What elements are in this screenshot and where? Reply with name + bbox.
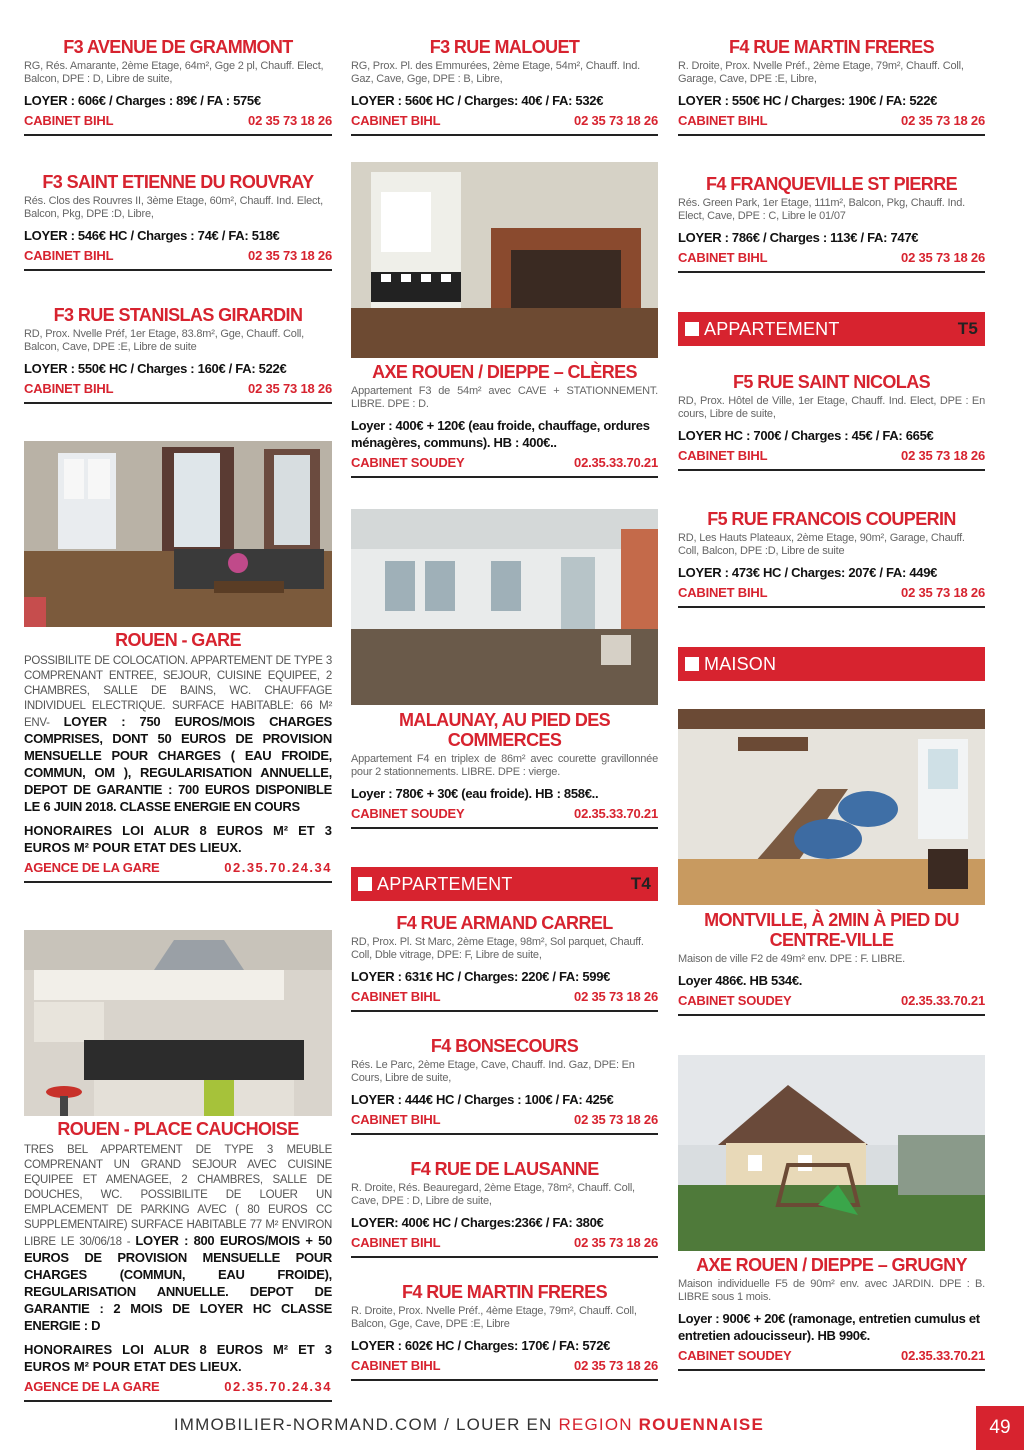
listing-agency: [678, 250, 985, 273]
listing-malaunay[interactable]: [351, 710, 658, 829]
photo-malaunay[interactable]: [351, 509, 658, 705]
page-footer: [0, 1412, 1024, 1442]
footer-louer: LOUER EN: [456, 1415, 559, 1434]
listing-rent: LOYER : 444€ HC / Charges : 100€ / FA: 425€: [351, 1092, 614, 1107]
agency-name: CABINET BIHL: [24, 248, 114, 263]
listing-rouen-gare[interactable]: [24, 630, 332, 883]
listing-rent: LOYER : 560€ HC / Charges: 40€ / FA: 532€: [351, 93, 604, 108]
photo-rouen-place-cauchoise[interactable]: [24, 930, 332, 1116]
listing-rent: Loyer : 900€ + 20€ (ramonage, entretien cumulus et entretien adoucisseur). HB 990€.: [678, 1311, 980, 1343]
agency-phone[interactable]: 02 35 73 18 26: [901, 585, 985, 600]
listing-description: Appartement F4 en triplex de 86m² avec courette gravillonnée pour 2 stationnements. LIBRE. DPE : vierge.: [351, 753, 658, 778]
listing-description: R. Droite, Rés. Beauregard, 2ème Etage, 78m², Chauff. Coll, Cave, DPE : D, Libre de suite,: [351, 1182, 635, 1207]
footer-region: REGION: [558, 1415, 639, 1434]
house-garden-photo: [678, 1055, 985, 1251]
listing-rent: LOYER : 550€ HC / Charges: 190€ / FA: 522€: [678, 93, 938, 108]
listing-agency: [24, 248, 332, 271]
listing-rent: LOYER: 400€ HC / Charges:236€ / FA: 380€: [351, 1215, 604, 1230]
agency-phone[interactable]: 02 35 73 18 26: [901, 113, 985, 128]
listing-description: Maison de ville F2 de 49m² env. DPE : F. LIBRE.: [678, 953, 905, 965]
agency-name: CABINET BIHL: [351, 1235, 441, 1250]
listing-f3-stanislas-girardin[interactable]: [24, 305, 332, 404]
kitchen-photo: [24, 930, 332, 1116]
footer-site[interactable]: IMMOBILIER-NORMAND.COM: [173, 1415, 439, 1434]
listing-f3-saint-etienne[interactable]: [24, 172, 332, 271]
listing-f5-saint-nicolas[interactable]: [678, 372, 985, 471]
agency-phone[interactable]: 02 35 73 18 26: [901, 250, 985, 265]
listing-description: RD, Prox. Nvelle Préf, 1er Etage, 83.8m², Gge, Chauff. Coll, Balcon, Cave, DPE :E, Libre de suite: [24, 328, 305, 353]
listing-rent: LOYER : 546€ HC / Charges : 74€ / FA: 518€: [24, 228, 280, 243]
living-room-photo: [24, 441, 332, 627]
listing-f4-franqueville[interactable]: [678, 174, 985, 273]
listing-rent: Loyer : 400€ + 120€ (eau froide, chauffage, ordures ménagères, communs). HB : 400€..: [351, 418, 650, 450]
banner-label: MAISON: [704, 653, 777, 674]
listing-title: F3 RUE MALOUET: [429, 37, 580, 57]
listing-description: Rés. Green Park, 1er Etage, 111m², Balcon, Pkg, Chauff. Ind. Elect, Cave, DPE : C, Libre le 01/07: [678, 197, 965, 222]
agency-phone[interactable]: 02 35 73 18 26: [574, 1358, 658, 1373]
listing-agency: [351, 455, 658, 478]
listing-description-text: POSSIBILITE DE COLOCATION. APPARTEMENT DE TYPE 3 COMPRENANT ENTREE, SEJOUR, CUISINE EQUIPEE, 2 CHAMBRES, SALLE DE BAINS, WC. CHAUFFAGE INDIVIDUEL ELECTRIQUE. SURFACE HABITABLE: 66 M² ENV-: [24, 655, 332, 729]
listing-description: R. Droite, Prox. Nvelle Préf., 2ème Etage, 79m², Chauff. Coll, Garage, Cave, DPE :E, Libre,: [678, 60, 964, 85]
agency-phone[interactable]: 02 35 73 18 26: [574, 1235, 658, 1250]
listing-title: F4 RUE ARMAND CARREL: [396, 913, 613, 933]
agency-name: CABINET BIHL: [351, 989, 441, 1004]
listing-f4-martin-freres-1[interactable]: [678, 37, 985, 136]
listing-rent: LOYER : 786€ / Charges : 113€ / FA: 747€: [678, 230, 919, 245]
banner-label: APPARTEMENT: [377, 873, 513, 894]
house-interior-photo: [678, 709, 985, 905]
listing-title: AXE ROUEN / DIEPPE – GRUGNY: [696, 1255, 967, 1275]
fireplace-room-photo: [351, 162, 658, 358]
empty-room-photo: [351, 509, 658, 705]
listing-title: MALAUNAY, AU PIED DES COMMERCES: [398, 710, 611, 750]
footer-city: ROUENNAISE: [638, 1415, 764, 1434]
listing-f5-couperin[interactable]: [678, 509, 985, 608]
agency-name: CABINET SOUDEY: [351, 455, 465, 470]
listing-title: AXE ROUEN / DIEPPE – CLÈRES: [372, 362, 637, 382]
agency-phone[interactable]: 02 35 73 18 26: [574, 989, 658, 1004]
listing-f4-armand-carrel[interactable]: [351, 913, 658, 1012]
agency-phone[interactable]: 02.35.33.70.21: [574, 806, 658, 821]
listing-title: F4 BONSECOURS: [430, 1036, 579, 1056]
agency-phone[interactable]: 02.35.70.24.34: [224, 1379, 332, 1394]
listing-rent: Loyer : 780€ + 30€ (eau froide). HB : 858€..: [351, 786, 599, 801]
agency-name: CABINET SOUDEY: [351, 806, 465, 821]
listing-description: Appartement F3 de 54m² avec CAVE + STATIONNEMENT. LIBRE. DPE : D.: [351, 385, 658, 410]
listing-agency: [24, 113, 332, 136]
listing-agency: [351, 1235, 658, 1258]
listing-description: [24, 654, 332, 816]
listing-agency: [24, 381, 332, 404]
agency-name: CABINET BIHL: [678, 250, 768, 265]
agency-phone[interactable]: 02 35 73 18 26: [248, 113, 332, 128]
listing-title: F5 RUE FRANCOIS COUPERIN: [707, 509, 956, 529]
agency-phone[interactable]: 02 35 73 18 26: [574, 1112, 658, 1127]
listing-agency: [24, 860, 332, 883]
listing-rent: LOYER : 750 EUROS/MOIS CHARGES COMPRISES, DONT 50 EUROS DE PROVISION MENSUELLE POUR CHARGES ( EAU FROIDE, COMMUN, OM ), REGULARISATION ANNUELLE, DEPOT DE GARANTIE : 700 EUROS DISPONIBLE LE 6 JUIN 2018. CLASSE ENERGIE EN COURS: [24, 714, 332, 814]
listing-rent: LOYER : 550€ HC / Charges : 160€ / FA: 522€: [24, 361, 287, 376]
square-icon: [685, 657, 699, 671]
listing-agency: [351, 806, 658, 829]
listing-description: Rés. Le Parc, 2ème Etage, Cave, Chauff. Ind. Gaz, DPE: En Cours, Libre de suite,: [351, 1059, 635, 1084]
listing-fees: HONORAIRES LOI ALUR 8 EUROS M² ET 3 EUROS M² POUR ETAT DES LIEUX.: [24, 823, 332, 855]
agency-name: CABINET SOUDEY: [678, 993, 792, 1008]
listing-agency: [678, 448, 985, 471]
listing-title: ROUEN - GARE: [115, 630, 241, 650]
listing-description: R. Droite, Prox. Nvelle Préf., 4ème Etage, 79m², Chauff. Coll, Balcon, Gge, Cave, DPE :E, Libre: [351, 1305, 637, 1330]
agency-phone[interactable]: 02.35.33.70.21: [901, 1348, 985, 1363]
listing-title: F4 FRANQUEVILLE ST PIERRE: [705, 174, 958, 194]
agency-phone[interactable]: 02.35.33.70.21: [574, 455, 658, 470]
listing-cleres[interactable]: [351, 362, 658, 478]
banner-code: T5: [957, 319, 978, 338]
listing-agency: [351, 1358, 658, 1381]
agency-name: CABINET BIHL: [351, 1358, 441, 1373]
banner-label: APPARTEMENT: [704, 318, 840, 339]
listing-agency: [678, 585, 985, 608]
listing-agency: [678, 113, 985, 136]
listing-rent: LOYER : 800 EUROS/MOIS + 50 EUROS DE PROVISION MENSUELLE POUR CHARGES (COMMUN, EAU FROIDE), REGULARISATION ANNUELLE. DEPOT DE GARANTIE : 2 MOIS DE LOYER HC CLASSE ENERGIE : D: [24, 1233, 332, 1333]
agency-phone[interactable]: 02 35 73 18 26: [901, 448, 985, 463]
listing-agency: [678, 1348, 985, 1371]
agency-name: CABINET BIHL: [351, 113, 441, 128]
listing-title: F4 RUE DE LAUSANNE: [410, 1159, 599, 1179]
listing-description: RD, Les Hauts Plateaux, 2ème Etage, 90m², Garage, Chauff. Coll, Balcon, DPE :D, Libre de suite: [678, 532, 965, 557]
listing-rent: LOYER HC : 700€ / Charges : 45€ / FA: 665€: [678, 428, 934, 443]
listing-description: Rés. Clos des Rouvres II, 3ème Etage, 60m², Chauff. Ind. Elect, Balcon, Pkg, DPE :D, Libre,: [24, 195, 324, 220]
agency-name: CABINET BIHL: [678, 448, 768, 463]
listing-rouen-place-cauchoise[interactable]: [24, 1119, 332, 1402]
agency-phone[interactable]: 02 35 73 18 26: [248, 381, 332, 396]
agency-name: AGENCE DE LA GARE: [24, 1379, 160, 1394]
listing-description: RG, Prox. Pl. des Emmurées, 2ème Etage, 54m², Chauff. Ind. Gaz, Cave, Gge, DPE : B, Libre,: [351, 60, 640, 85]
listing-f4-lausanne[interactable]: [351, 1159, 658, 1258]
section-banner-appartement-t5: [678, 312, 985, 346]
section-banner-maison: [678, 647, 985, 681]
listing-rent: Loyer 486€. HB 534€.: [678, 973, 803, 988]
footer-text: [174, 1415, 764, 1435]
listing-title: MONTVILLE, À 2MIN À PIED DU CENTRE-VILLE: [704, 910, 959, 950]
listing-description-text: TRES BEL APPARTEMENT DE TYPE 3 MEUBLE COMPRENANT UN GRAND SEJOUR AVEC CUISINE EQUIPEE ET AMENAGEE, 2 CHAMBRES, SALLE DE DOUCHES, WC. POSSIBILITE DE LOUER UN EMPLACEMENT DE PARKING AVEC ( 80 EUROS CC SUPPLEMENTAIRE) SURFACE HABITABLE 77 M² ENVIRON LIBRE LE 30/06/18 -: [24, 1144, 332, 1248]
agency-name: CABINET BIHL: [24, 113, 114, 128]
listing-montville[interactable]: [678, 910, 985, 1016]
listing-agency: [351, 1112, 658, 1135]
photo-cleres[interactable]: [351, 162, 658, 358]
listing-rent: LOYER : 473€ HC / Charges: 207€ / FA: 449€: [678, 565, 938, 580]
banner-code: T4: [630, 874, 651, 893]
listing-agency: [678, 993, 985, 1016]
photo-montville[interactable]: [678, 709, 985, 905]
listing-rent: LOYER : 606€ / Charges : 89€ / FA : 575€: [24, 93, 261, 108]
listing-description: RG, Rés. Amarante, 2ème Etage, 64m², Gge 2 pl, Chauff. Elect, Balcon, DPE : D, Libre de suite,: [24, 60, 324, 85]
square-icon: [685, 322, 699, 336]
listing-f4-martin-freres-2[interactable]: [351, 1282, 658, 1381]
listing-title: F4 RUE MARTIN FRERES: [401, 1282, 607, 1302]
listing-description: RD, Prox. Hôtel de Ville, 1er Etage, Chauff. Ind. Elect, DPE : En cours, Libre de suite,: [678, 395, 985, 420]
agency-name: AGENCE DE LA GARE: [24, 860, 160, 875]
footer-separator: /: [438, 1415, 457, 1434]
listing-title: F5 RUE SAINT NICOLAS: [732, 372, 930, 392]
listing-description: [24, 1143, 332, 1335]
agency-phone[interactable]: 02 35 73 18 26: [574, 113, 658, 128]
listing-rent: LOYER : 631€ HC / Charges: 220€ / FA: 599€: [351, 969, 611, 984]
photo-grugny[interactable]: [678, 1055, 985, 1251]
listing-title: F3 SAINT ETIENNE DU ROUVRAY: [42, 172, 314, 192]
agency-phone[interactable]: 02.35.33.70.21: [901, 993, 985, 1008]
listing-agency: [24, 1379, 332, 1402]
listing-f3-malouet[interactable]: [351, 37, 658, 136]
listing-rent: LOYER : 602€ HC / Charges: 170€ / FA: 572€: [351, 1338, 611, 1353]
square-icon: [358, 877, 372, 891]
listing-grugny[interactable]: [678, 1255, 985, 1371]
listing-description: Maison individuelle F5 de 90m² env. avec JARDIN. DPE : B. LIBRE sous 1 mois.: [678, 1278, 985, 1303]
listing-fees: HONORAIRES LOI ALUR 8 EUROS M² ET 3 EUROS M² POUR ETAT DES LIEUX.: [24, 1342, 332, 1374]
agency-name: CABINET BIHL: [678, 113, 768, 128]
agency-name: CABINET BIHL: [24, 381, 114, 396]
agency-phone[interactable]: 02 35 73 18 26: [248, 248, 332, 263]
listing-f3-grammont[interactable]: [24, 37, 332, 136]
listing-title: F3 AVENUE DE GRAMMONT: [63, 37, 293, 57]
listing-title: F4 RUE MARTIN FRERES: [728, 37, 934, 57]
agency-phone[interactable]: 02.35.70.24.34: [224, 860, 332, 875]
agency-name: CABINET BIHL: [351, 1112, 441, 1127]
listing-description: RD, Prox. Pl. St Marc, 2ème Etage, 98m², Sol parquet, Chauff. Coll, Dble vitrage, DPE: F, Libre de suite,: [351, 936, 644, 961]
listing-title: ROUEN - PLACE CAUCHOISE: [57, 1119, 299, 1139]
listing-f4-bonsecours[interactable]: [351, 1036, 658, 1135]
listing-agency: [351, 989, 658, 1012]
agency-name: CABINET BIHL: [678, 585, 768, 600]
section-banner-appartement-t4: [351, 867, 658, 901]
page-number: 49: [976, 1406, 1024, 1450]
photo-rouen-gare[interactable]: [24, 441, 332, 627]
agency-name: CABINET SOUDEY: [678, 1348, 792, 1363]
listing-agency: [351, 113, 658, 136]
listing-title: F3 RUE STANISLAS GIRARDIN: [53, 305, 303, 325]
